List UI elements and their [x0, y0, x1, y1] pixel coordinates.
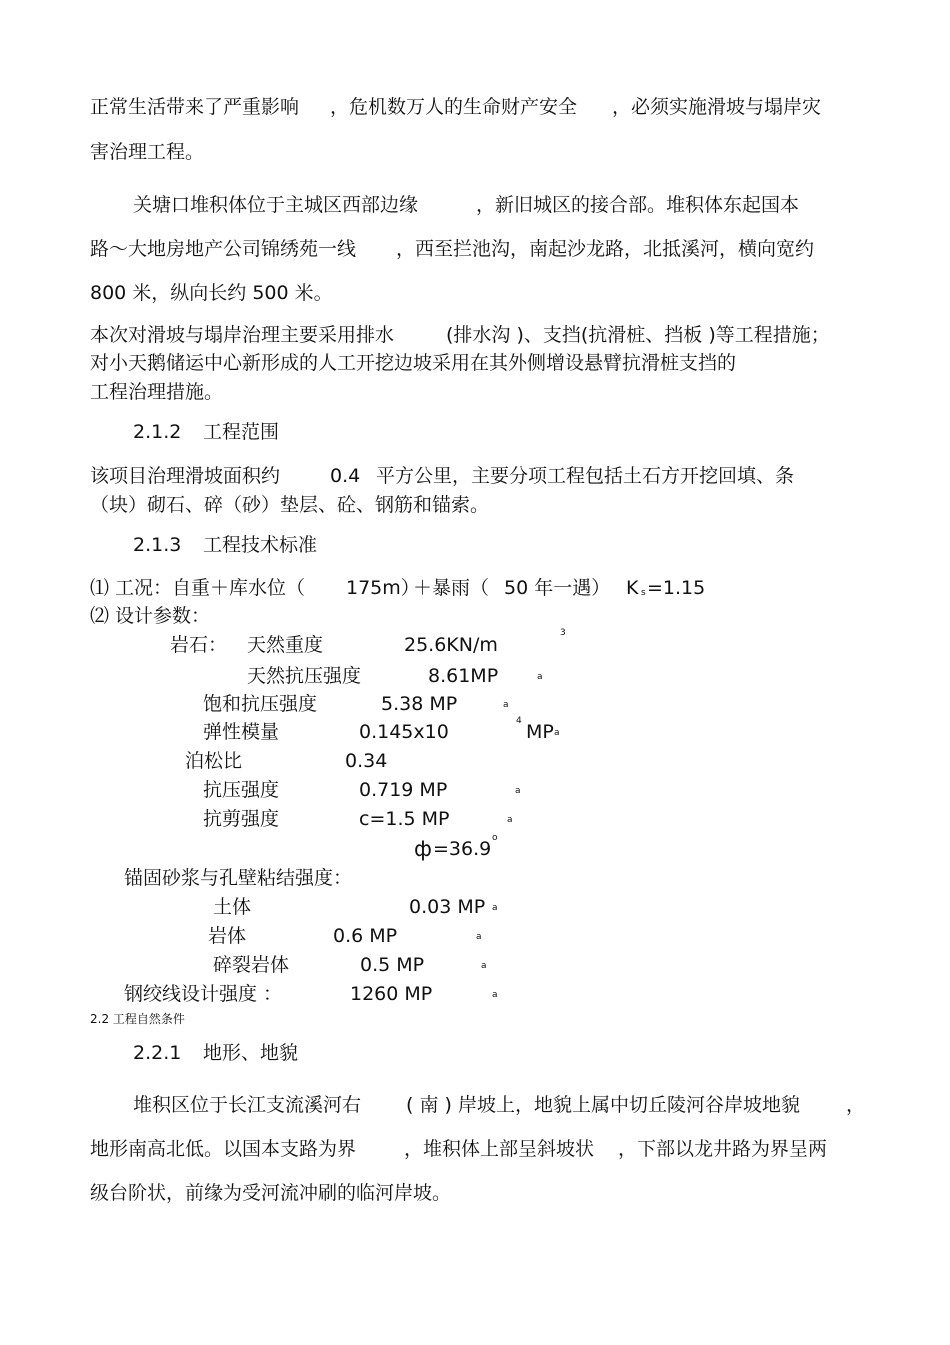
rock-param-unit-suffix: a — [507, 815, 513, 825]
anchor-param-value: 0.03 MP — [409, 896, 486, 918]
condition-1-k: K — [626, 577, 639, 599]
p1-line1-b: ，危机数万人的生命财产安全 — [330, 96, 578, 118]
section-2-2-1-number: 2.2.1 — [133, 1042, 182, 1064]
p2-line2-b: ，西至拦池沟，南起沙龙路，北抵溪河，横向宽约 — [396, 238, 815, 260]
steel-strand-label: 钢绞线设计强度 ： — [124, 983, 283, 1005]
anchor-param-value: 0.6 MP — [333, 925, 398, 947]
condition-2: ⑵ 设计参数： — [90, 605, 211, 627]
p5-line2-b: ，堆积体上部呈斜坡状 — [404, 1138, 595, 1160]
rock-param-superscript: 3 — [560, 628, 566, 638]
rock-label: 岩石： — [170, 634, 228, 656]
anchor-param-unit-suffix: a — [476, 932, 482, 942]
rock-param-name: 泊松比 — [185, 750, 243, 772]
p3-line1-a: 本次对滑坡与塌岸治理主要采用排水 — [90, 324, 395, 346]
p3-line2: 对小天鹅储运中心新形成的人工开挖边坡采用在其外侧增设悬臂抗滑桩支挡的 — [90, 352, 737, 374]
anchor-param-unit-suffix: a — [481, 961, 487, 971]
anchor-param-name: 岩体 — [208, 925, 247, 947]
rock-param-value: 0.719 MP — [359, 779, 448, 801]
steel-strand-unit-suffix: a — [492, 990, 498, 1000]
p3-line1-b: (排水沟 )、支挡(抗滑桩、挡板 )等工程措施； — [446, 324, 830, 346]
rock-param-value: 0.145x10 — [359, 721, 449, 743]
section-2-2-1-title: 地形、地貌 — [203, 1042, 299, 1064]
rock-param-name: 饱和抗压强度 — [203, 693, 318, 715]
rock-param-name: 抗压强度 — [203, 779, 280, 801]
rock-param-name: 天然抗压强度 — [247, 665, 362, 687]
p5-line1-a: 堆积区位于长江支流溪河右 — [133, 1094, 362, 1116]
section-2-1-2-number: 2.1.2 — [133, 421, 182, 443]
steel-strand-value: 1260 MP — [350, 983, 433, 1005]
p2-line1-b: ，新旧城区的接合部。堆积体东起国本 — [476, 194, 800, 216]
condition-1-k-value: =1.15 — [647, 577, 706, 599]
rock-param-superscript: 4 — [516, 716, 522, 726]
rock-param-value: 0.34 — [345, 750, 388, 772]
rock-param-unit-suffix: a — [537, 672, 543, 682]
section-2-1-2-title: 工程范围 — [203, 421, 280, 443]
p4-line2: （块）砌石、碎（砂）垫层、砼、钢筋和锚索。 — [90, 494, 490, 516]
p3-line3: 工程治理措施。 — [90, 381, 224, 403]
anchor-param-unit-suffix: a — [492, 903, 498, 913]
condition-1-b: 175m） — [346, 577, 420, 599]
phi-value: =36.9 — [433, 838, 492, 860]
p2-line1-a: 关塘口堆积体位于主城区西部边缘 — [133, 194, 419, 216]
p5-line2-a: 地形南高北低。以国本支路为界 — [90, 1138, 357, 1160]
rock-param-value-unit: MP — [526, 721, 554, 743]
rock-param-unit-suffix: a — [503, 700, 509, 710]
p2-line3: 800 米，纵向长约 500 米。 — [90, 282, 333, 304]
section-2-1-3-title: 工程技术标准 — [203, 534, 318, 556]
rock-param-value: 25.6KN/m — [404, 634, 498, 656]
section-2-1-3-number: 2.1.3 — [133, 534, 182, 556]
p5-line3: 级台阶状，前缘为受河流冲刷的临河岸坡。 — [90, 1182, 452, 1204]
rock-param-name: 弹性模量 — [203, 721, 280, 743]
anchor-bond-title: 锚固砂浆与孔壁粘结强度： — [124, 867, 353, 889]
condition-1-c: ＋暴雨（ — [413, 577, 490, 599]
rock-param-unit-suffix: a — [554, 728, 560, 738]
p4-line1-a: 该项目治理滑坡面积约 — [90, 465, 281, 487]
rock-param-value: 5.38 MP — [381, 693, 458, 715]
rock-param-name: 天然重度 — [247, 634, 324, 656]
rock-param-value: c=1.5 MP — [359, 808, 450, 830]
phi-degree: o — [492, 833, 498, 843]
condition-1-a: ⑴ 工况：自重＋库水位（ — [90, 577, 306, 599]
p1-line2: 害治理工程。 — [90, 141, 205, 163]
p2-line2-a: 路～大地房地产公司锦绣苑一线 — [90, 238, 357, 260]
anchor-param-name: 碎裂岩体 — [213, 954, 290, 976]
condition-1-d: 50 年一遇） — [504, 577, 611, 599]
p5-line1-b: ( 南 ) 岸坡上，地貌上属中切丘陵河谷岸坡地貌 — [406, 1094, 800, 1116]
anchor-param-name: 土体 — [213, 896, 252, 918]
anchor-param-value: 0.5 MP — [360, 954, 425, 976]
p1-line1-c: ，必须实施滑坡与塌岸灾 — [612, 96, 822, 118]
phi-symbol: ф — [414, 837, 432, 861]
rock-param-name: 抗剪强度 — [203, 808, 280, 830]
condition-1-k-subscript: s — [641, 588, 646, 598]
p4-line1-b: 0.4 — [330, 465, 361, 487]
rock-param-value: 8.61MP — [428, 665, 499, 687]
p5-line1-c: ， — [846, 1094, 866, 1116]
p5-line2-c: ，下部以龙井路为界呈两 — [618, 1138, 828, 1160]
rock-param-unit-suffix: a — [515, 786, 521, 796]
p4-line1-c: 平方公里，主要分项工程包括土石方开挖回填、条 — [376, 465, 795, 487]
p1-line1-a: 正常生活带来了严重影响 — [90, 96, 300, 118]
section-2-2-heading: 2.2 工程自然条件 — [90, 1012, 185, 1026]
